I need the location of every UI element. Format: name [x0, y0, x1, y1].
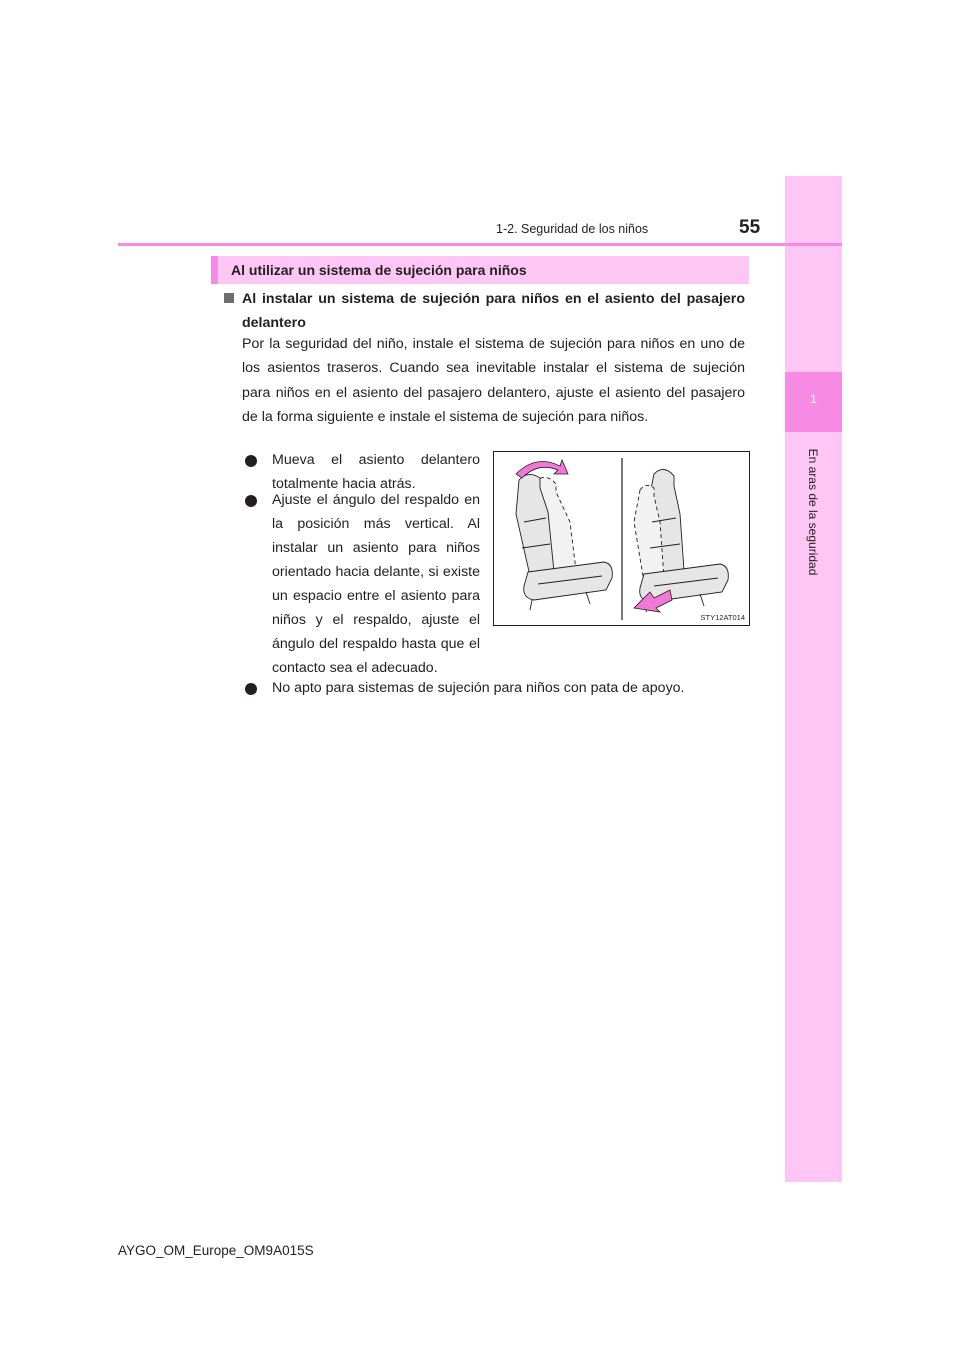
seat-adjustment-figure — [493, 451, 750, 626]
seat-illustration — [494, 452, 749, 625]
bullet-text-1: Mueva el asiento delantero totalmente hacia atrás. — [272, 452, 480, 492]
figure-code: STY12AT014 — [700, 613, 745, 622]
square-bullet-icon — [224, 293, 234, 303]
header-rule — [118, 243, 842, 246]
subheading: Al instalar un sistema de sujeción para niños en el asiento del pasajero delantero — [242, 291, 745, 331]
side-tab — [785, 176, 842, 1182]
chapter-number: 1 — [810, 392, 817, 406]
page-number: 55 — [739, 217, 761, 238]
chapter-label: En aras de la seguridad — [806, 448, 820, 576]
box-heading — [211, 256, 749, 284]
bullet-text-2: Ajuste el ángulo del respaldo en la posición más vertical. Al instalar un asiento para niños orientado hacia delante, si existe un espacio entre el asiento para niños y el respaldo, ajuste el ángulo del respaldo hasta que el contacto sea el adecuado. — [272, 492, 480, 676]
section-title: 1-2. Seguridad de los niños — [496, 222, 649, 236]
bullet-dot-icon — [245, 683, 257, 695]
bullet-text-3: No apto para sistemas de sujeción para niños con pata de apoyo. — [272, 680, 685, 696]
footer-doc-id: AYGO_OM_Europe_OM9A015S — [118, 1243, 314, 1258]
body-paragraph: Por la seguridad del niño, instale el sistema de sujeción para niños en uno de los asientos traseros. Cuando sea inevitable instalar el sistema de sujeción para niños en el asiento del pasajero delantero, ajuste el asiento del pasajero de la forma siguiente e instale el sistema de sujeción para niños. — [242, 336, 745, 425]
right-seat-drawing — [634, 469, 728, 612]
box-heading-text: Al utilizar un sistema de sujeción para niños — [231, 262, 527, 278]
bullet-dot-icon — [245, 455, 257, 467]
left-seat-drawing — [516, 474, 612, 610]
recline-arrow-icon — [516, 460, 568, 478]
bullet-dot-icon — [245, 495, 257, 507]
